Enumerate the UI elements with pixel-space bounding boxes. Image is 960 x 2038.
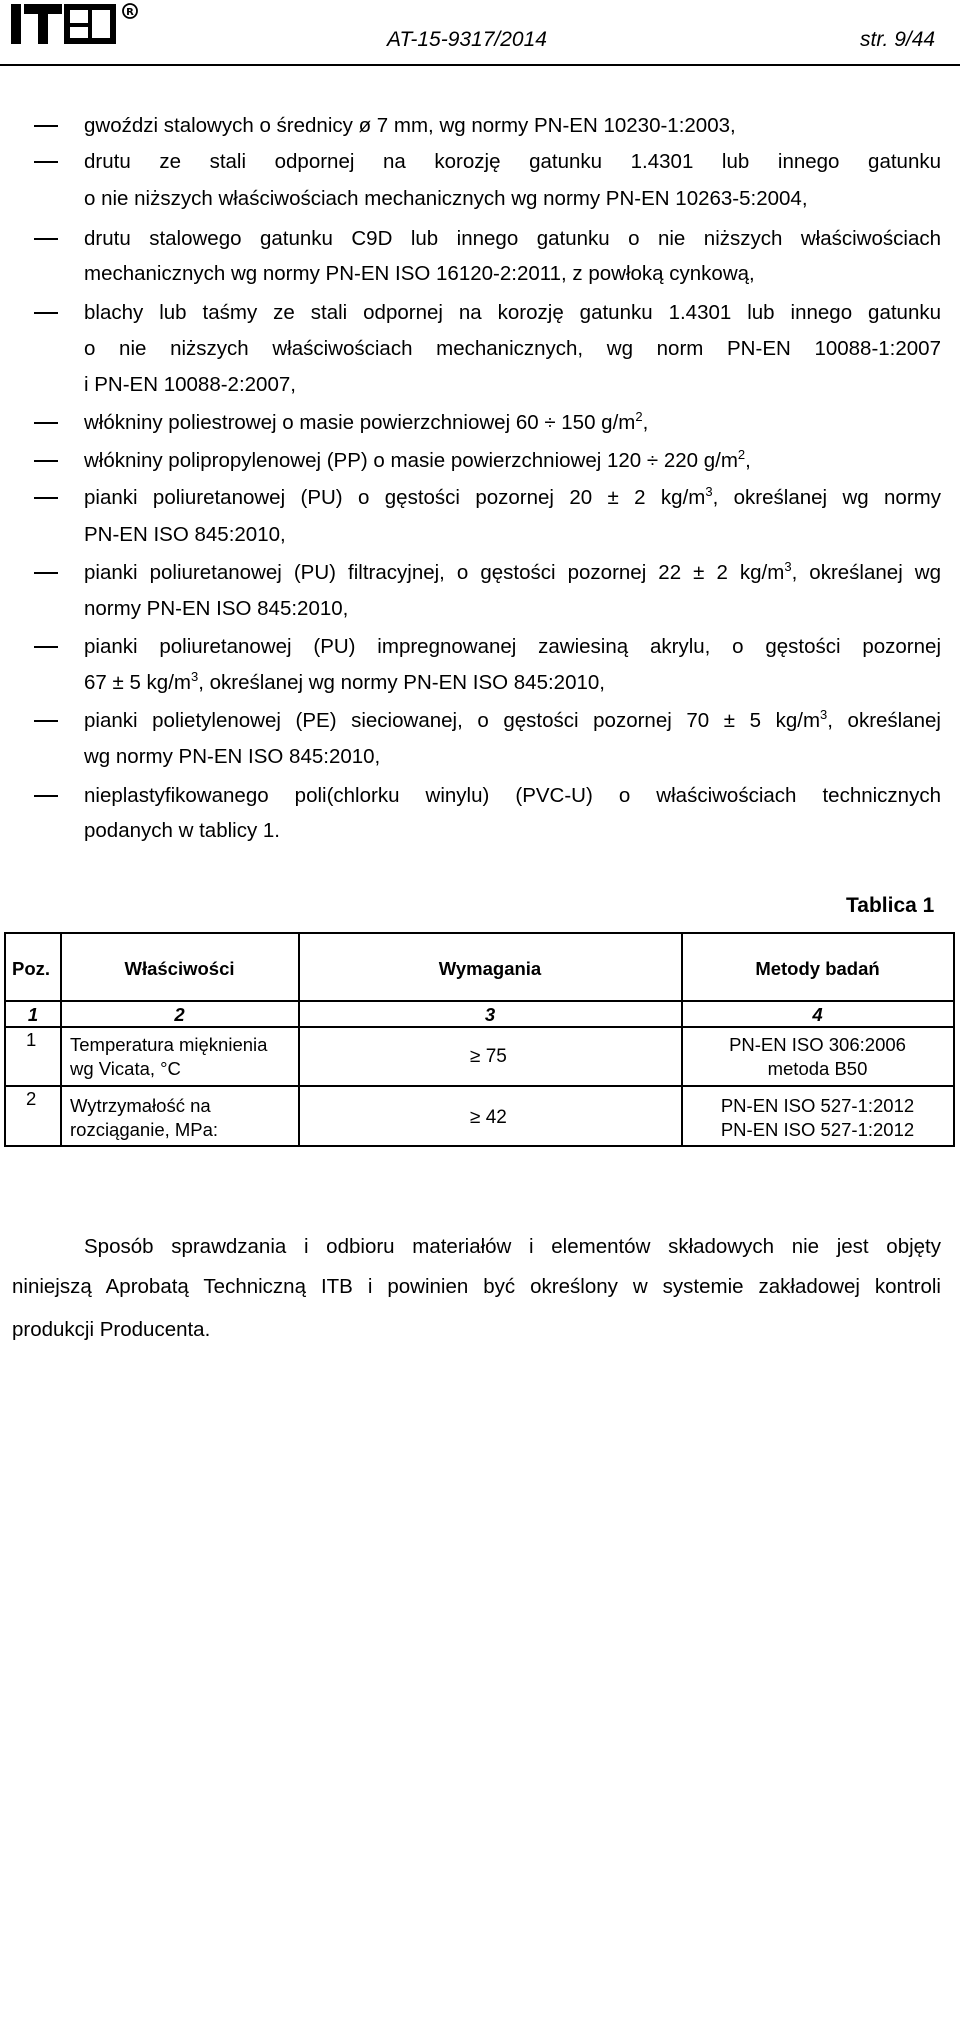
column-number: 2 [174,1004,185,1025]
svg-text:R: R [126,7,134,18]
row-position: 1 [26,1029,37,1050]
header-divider [0,64,960,66]
dash-bullet [34,125,58,127]
row-property: Temperatura mięknienia [70,1034,268,1055]
header-poz: Poz. [12,958,51,979]
row-position: 2 [26,1088,37,1109]
page-header [0,0,960,70]
dash-bullet [34,497,58,499]
row-requirement: ≥ 42 [470,1107,507,1128]
table-border-row1 [4,1085,955,1087]
column-number: 3 [484,1004,496,1025]
dash-bullet [34,720,58,722]
dash-bullet [34,312,58,314]
paragraph-line: niniejszą Aprobatą Techniczną ITB i powinien być określony w systemie zakładowej kontroli [12,1275,941,1298]
dash-bullet [34,161,58,163]
document-id: AT-15-9317/2014 [387,28,547,51]
paragraph-line: produkcji Producenta. [12,1318,211,1341]
row-property: wg Vicata, °C [70,1058,181,1079]
table-border-header [4,1000,955,1002]
row-method: PN-EN ISO 306:2006 [729,1034,906,1055]
table-border-right [953,932,955,1147]
table-caption: Tablica 1 [846,894,935,917]
table-border-bottom [4,1145,955,1147]
row-property: Wytrzymałość na [70,1095,211,1116]
table-border-left [4,932,6,1147]
column-number: 1 [27,1004,39,1025]
dash-bullet [34,422,58,424]
row-method: metoda B50 [767,1058,868,1079]
table-border-top [4,932,955,934]
itb-logo [10,2,142,46]
header-requirements: Wymagania [438,958,542,979]
column-number: 4 [812,1004,823,1025]
paragraph-line: Sposób sprawdzania i odbioru materiałów i elementów składowych nie jest objęty [84,1235,941,1258]
properties-table [4,932,955,2038]
row-requirement: ≥ 75 [470,1046,507,1067]
row-property: rozciąganie, MPa: [70,1119,219,1140]
row-method: PN-EN ISO 527-1:2012 [720,1119,915,1140]
dash-bullet [34,460,58,462]
dash-bullet [34,795,58,797]
dash-bullet [34,572,58,574]
header-methods: Metody badań [755,958,880,979]
dash-bullet [34,238,58,240]
dash-bullet [34,646,58,648]
header-properties: Właściwości [124,958,235,979]
page-number: str. 9/44 [860,28,936,51]
table-border-numbers [4,1026,955,1028]
row-method: PN-EN ISO 527-1:2012 [720,1095,915,1116]
